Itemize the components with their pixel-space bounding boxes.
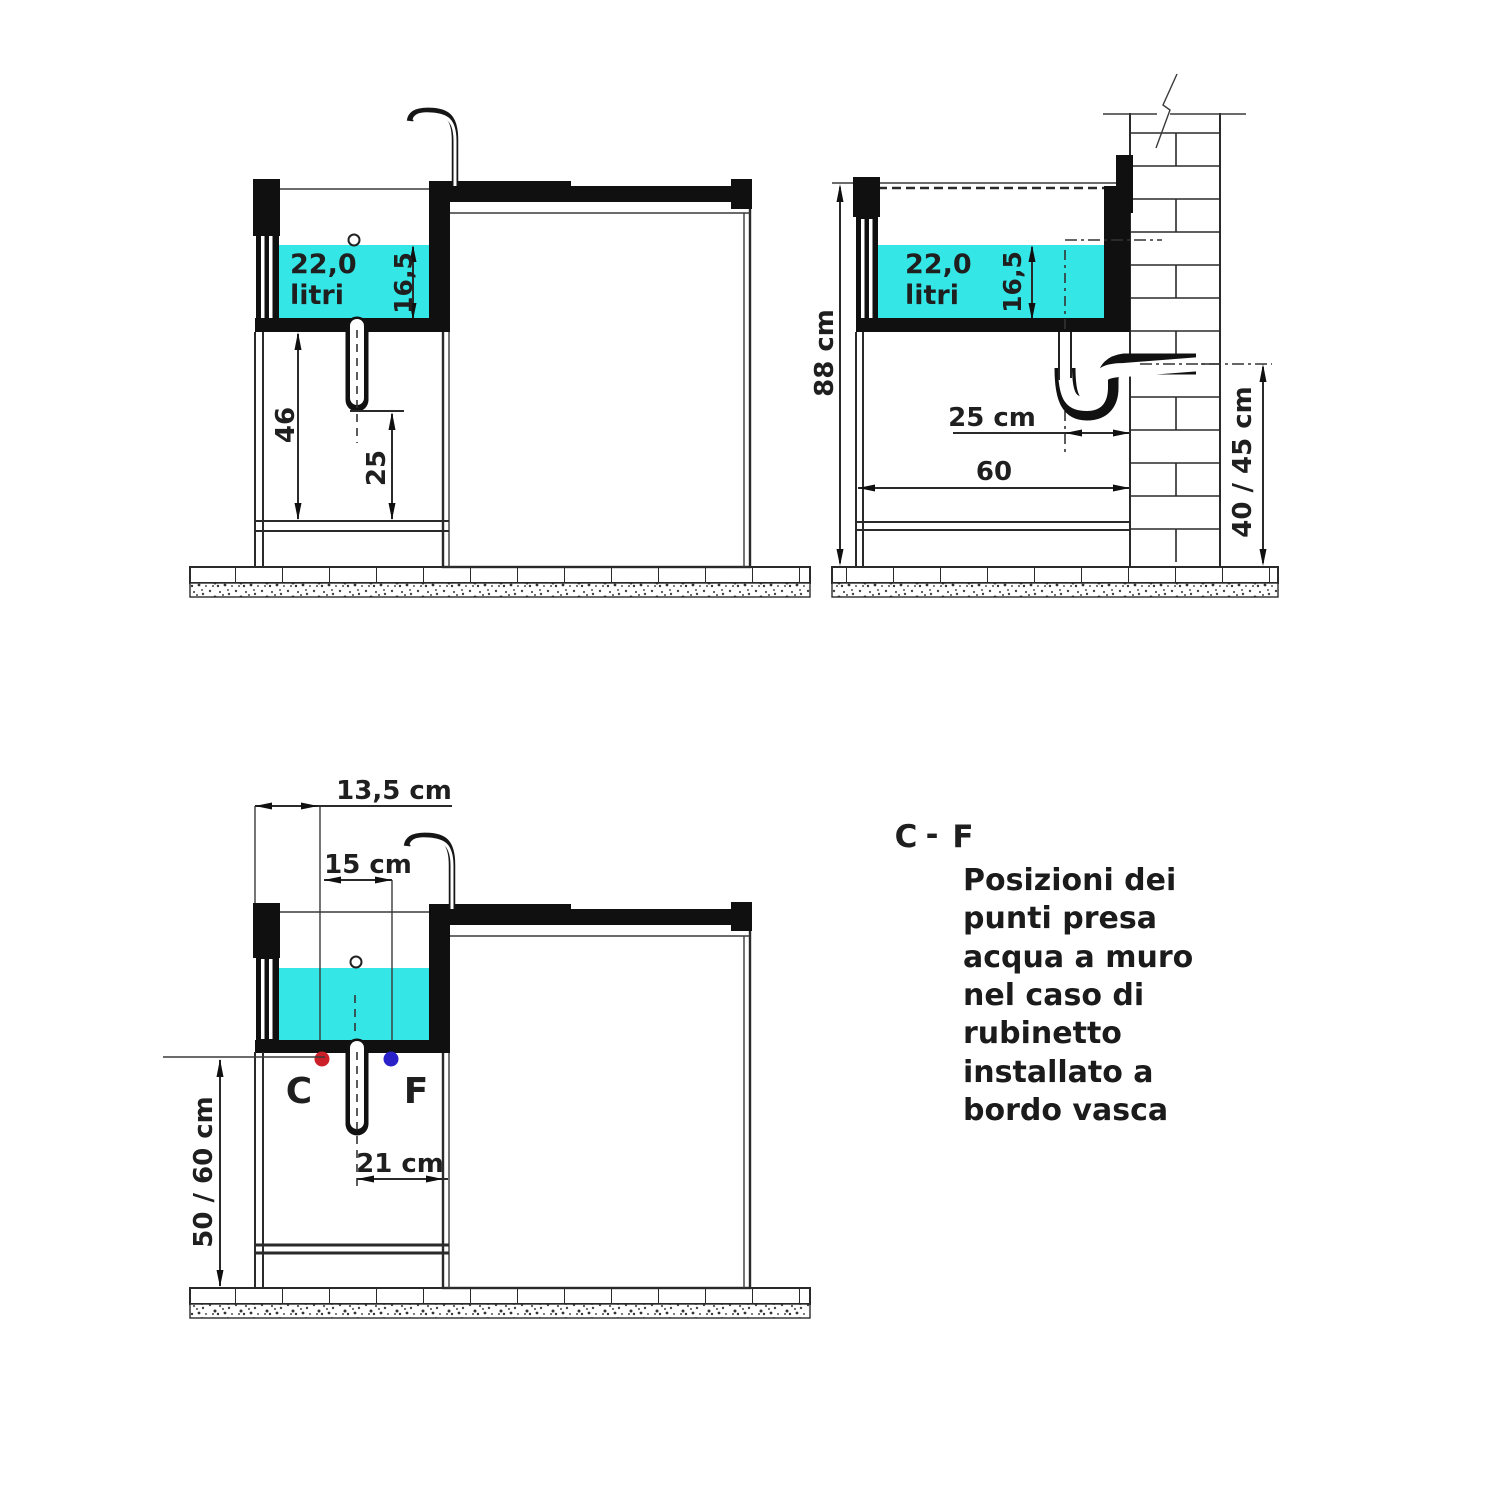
top-right-wall-section-view [810, 74, 1278, 597]
edge-to-hot-dim-label: 13,5 cm [336, 776, 452, 806]
legend-caption-line-6: installato a [963, 1055, 1154, 1090]
water-volume-label-line2: litri [290, 280, 344, 311]
hot-to-cold-dim-label: 15 cm [324, 850, 412, 880]
faucet [407, 836, 452, 909]
faucet [410, 111, 455, 186]
overflow-hole [349, 235, 360, 246]
legend-caption-line-2: punti presa [963, 901, 1157, 936]
water-volume-label-line1: 22,0 [905, 249, 972, 280]
unit-depth-dim-label: 60 [975, 457, 1013, 487]
bottom-left-supply-points-view [163, 776, 810, 1318]
overflow-hole [351, 957, 362, 968]
floor-stipple-band [832, 583, 1278, 597]
legend-separator: - [925, 817, 939, 853]
supply-height-dim-label: 50 / 60 cm [189, 1096, 219, 1248]
legend-caption-line-4: nel caso di [963, 978, 1145, 1013]
outlet-height-dim-label: 40 / 45 cm [1228, 386, 1258, 538]
legend-caption-line-3: acqua a muro [963, 940, 1194, 975]
legend-caption-line-7: bordo vasca [963, 1093, 1169, 1128]
floor-brick-course [832, 567, 1278, 583]
total-height-dim-label: 88 cm [810, 309, 840, 397]
water-volume-label-line1: 22,0 [290, 249, 357, 280]
cold-water-point [384, 1052, 399, 1067]
hot-point-letter: C [285, 1071, 313, 1112]
legend-text-block [895, 817, 1194, 1128]
drain-offset-dim-label: 25 cm [948, 403, 1036, 433]
floor-brick-course [190, 1288, 810, 1304]
hot-water-point [315, 1052, 330, 1067]
legend-cold-letter: F [952, 819, 974, 855]
drain-to-shelf-dim-label: 25 [362, 449, 392, 487]
floor-brick-course [190, 567, 810, 583]
basin-to-shelf-dim-label: 46 [271, 406, 301, 444]
water-depth-dim-label: 16,5 [389, 252, 418, 314]
water-volume-label-line2: litri [905, 280, 959, 311]
water-depth-dim-label: 16,5 [998, 251, 1027, 313]
top-left-section-view [190, 111, 810, 597]
drain-to-edge-dim-label: 21 cm [356, 1149, 444, 1179]
legend-caption-line-1: Posizioni dei [963, 863, 1177, 898]
legend-caption-line-5: rubinetto [963, 1016, 1122, 1051]
floor-stipple-band [190, 583, 810, 597]
cabinet-body [443, 200, 750, 567]
floor-stipple-band [190, 1304, 810, 1318]
wall-break-symbol [1103, 74, 1246, 148]
legend-hot-letter: C [894, 819, 918, 855]
cabinet-body [443, 922, 750, 1288]
cold-point-letter: F [403, 1071, 429, 1112]
